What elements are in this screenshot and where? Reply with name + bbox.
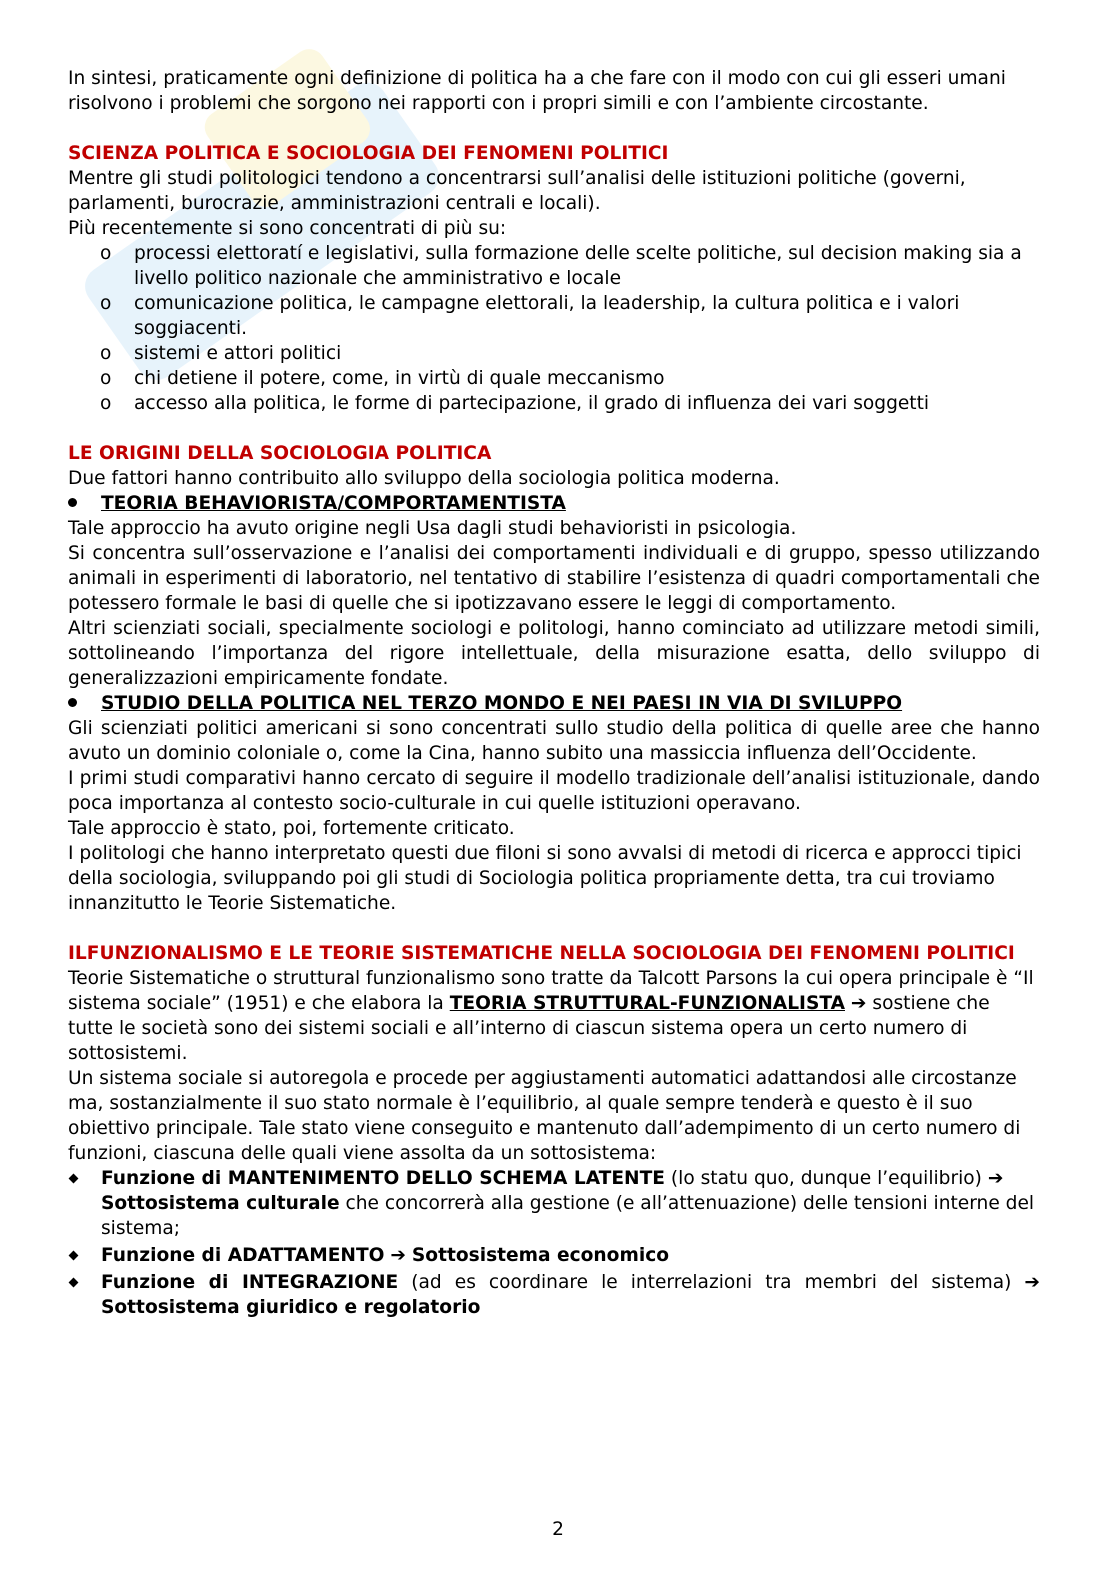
paragraph: Tale approccio ha avuto origine negli Usa dagli studi behavioristi in psicologia.	[68, 518, 797, 539]
list-item: Funzione di ADATTAMENTO ➔ Sottosistema economico	[68, 1243, 1040, 1268]
paragraph: Mentre gli studi politologici tendono a concentrarsi sull’analisi delle istituzioni politiche (governi, parlamenti, burocrazie, amministrazioni centrali e locali).	[68, 168, 966, 214]
bullet-marker: o	[100, 293, 112, 314]
list-item: Funzione di INTEGRAZIONE (ad es coordinare le interrelazioni tra membri del sistema) ➔ Sottosistema giuridico e regolatorio	[68, 1270, 1040, 1320]
bullet-marker: o	[100, 243, 112, 264]
bullet-dot-icon	[68, 498, 77, 507]
document-body	[68, 66, 1040, 1322]
bullet-heading-terzo-mondo: STUDIO DELLA POLITICA NEL TERZO MONDO E NEI PAESI IN VIA DI SVILUPPO	[68, 691, 1040, 716]
intro-paragraph: In sintesi, praticamente ogni definizione di politica ha a che fare con il modo con cui gli esseri umani risolvono i problemi che sorgono nei rapporti con i propri simili e con l’ambiente circostante.	[68, 68, 1006, 114]
arrow-right-icon: ➔	[1024, 1272, 1040, 1293]
list-item: o processi elettoratí e legislativi, sulla formazione delle scelte politiche, sul decision making sia a livello politico nazionale che amministrativo e locale	[100, 243, 1022, 289]
bullet-marker: o	[100, 343, 112, 364]
paragraph: Teorie Sistematiche o struttural funzionalismo sono tratte da Talcott Parsons la cui opera principale è “Il sistema sociale” (1951) e che elabora la TEORIA STRUTTURAL-FUNZIONALISTA ➔ sostiene che tutte le società sono dei sistemi sociali e all’interno di ciascun sistema opera un certo numero di sottosistemi.	[68, 968, 1034, 1064]
list-item: o comunicazione politica, le campagne elettorali, la leadership, la cultura politica e i valori soggiacenti.	[100, 293, 960, 339]
section-title-origini: LE ORIGINI DELLA SOCIOLOGIA POLITICA	[68, 443, 492, 464]
paragraph: Due fattori hanno contribuito allo sviluppo della sociologia politica moderna.	[68, 468, 780, 489]
section-title-funzionalismo: ILFUNZIONALISMO E LE TEORIE SISTEMATICHE NELLA SOCIOLOGIA DEI FENOMENI POLITICI	[68, 943, 1015, 964]
paragraph: Tale approccio è stato, poi, fortemente criticato.	[68, 818, 515, 839]
diamond-bullet-icon	[69, 1174, 79, 1184]
list-item: Funzione di MANTENIMENTO DELLO SCHEMA LATENTE (lo statu quo, dunque l’equilibrio) ➔ Sottosistema culturale che concorrerà alla gestione (e all’attenuazione) delle tensioni interne del sistema;	[68, 1166, 1040, 1241]
arrow-right-icon: ➔	[850, 993, 867, 1014]
list-item: o chi detiene il potere, come, in virtù di quale meccanismo	[100, 368, 665, 389]
paragraph: Altri scienziati sociali, specialmente sociologi e politologi, hanno cominciato ad utilizzare metodi simili, sottolineando l’importanza del rigore intellettuale, della misurazione esatta, dello sviluppo di generalizzazioni empiricamente fondate.	[68, 618, 1040, 689]
paragraph: Più recentemente si sono concentrati di più su:	[68, 218, 507, 239]
diamond-bullet-icon	[69, 1278, 79, 1288]
bullet-marker: o	[100, 368, 112, 389]
paragraph: Un sistema sociale si autoregola e procede per aggiustamenti automatici adattandosi alle circostanze ma, sostanzialmente il suo stato normale è l’equilibrio, al quale sempre tenderà e questo è il suo obiettivo principale. Tale stato viene conseguito e mantenuto dall’adempimento di un certo numero di funzioni, ciascuna delle quali viene assolta da un sottosistema:	[68, 1068, 1021, 1164]
topic-list	[68, 241, 1040, 416]
paragraph: I politologi che hanno interpretato questi due filoni si sono avvalsi di metodi di ricerca e approcci tipici della sociologia, sviluppando poi gli studi di Sociologia politica propriamente detta, tra cui troviamo innanzitutto le Teorie Sistematiche.	[68, 843, 1022, 914]
page-number: 2	[552, 1519, 564, 1540]
diamond-bullet-icon	[69, 1251, 79, 1261]
function-list	[68, 1166, 1040, 1320]
paragraph: I primi studi comparativi hanno cercato di seguire il modello tradizionale dell’analisi istituzionale, dando poca importanza al contesto socio-culturale in cui quelle istituzioni operavano.	[68, 768, 1040, 814]
section-title-scienza-politica: SCIENZA POLITICA E SOCIOLOGIA DEI FENOMENI POLITICI	[68, 143, 669, 164]
bullet-dot-icon	[68, 698, 77, 707]
arrow-right-icon: ➔	[987, 1168, 1004, 1189]
paragraph: Si concentra sull’osservazione e l’analisi dei comportamenti individuali e di gruppo, spesso utilizzando animali in esperimenti di laboratorio, nel tentativo di stabilire l’esistenza di quadri comportamentali che potessero formale le basi di quelle che si ipotizzavano essere le leggi di comportamento.	[68, 543, 1040, 614]
list-item: o accesso alla politica, le forme di partecipazione, il grado di influenza dei vari soggetti	[100, 393, 930, 414]
paragraph: Gli scienziati politici americani si sono concentrati sullo studio della politica di quelle aree che hanno avuto un dominio coloniale o, come la Cina, hanno subito una massiccia influenza dell’Occidente.	[68, 718, 1040, 764]
list-item: o sistemi e attori politici	[100, 343, 342, 364]
arrow-right-icon: ➔	[390, 1245, 406, 1266]
bullet-heading-behaviorista: TEORIA BEHAVIORISTA/COMPORTAMENTISTA	[68, 491, 1040, 516]
bullet-marker: o	[100, 393, 112, 414]
